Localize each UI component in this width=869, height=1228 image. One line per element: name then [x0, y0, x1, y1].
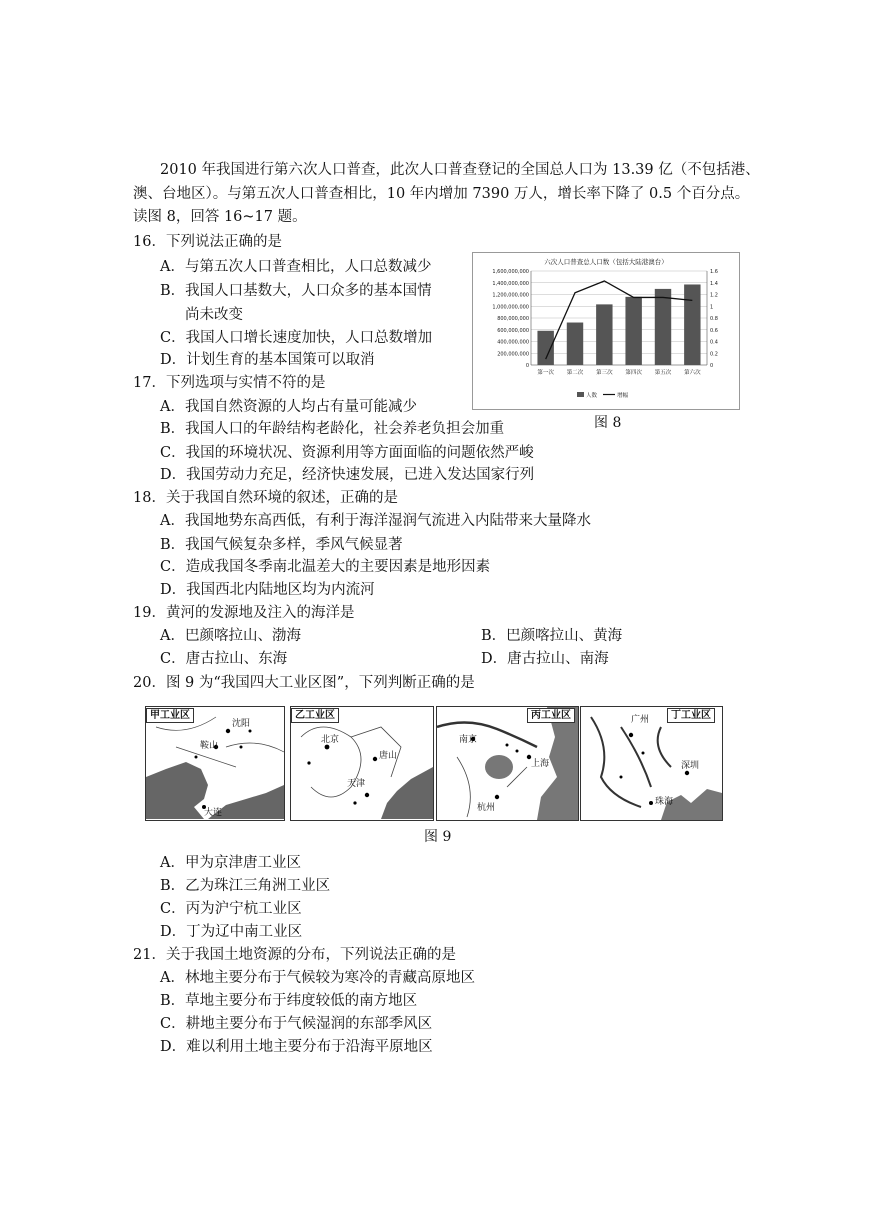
- question-20-option-b: B．乙为珠江三角洲工业区: [160, 878, 331, 894]
- map-bing-city-2: 上海: [531, 759, 550, 769]
- chart-bar: [596, 304, 612, 365]
- question-18-option-a: A．我国地势东高西低，有利于海洋湿润气流进入内陆带来大量降水: [160, 513, 591, 529]
- chart-ytick-right: 0.6: [710, 327, 718, 334]
- map-jia-label: 甲工业区: [146, 708, 194, 723]
- chart-ytick-left: 1,000,000,000: [492, 304, 529, 311]
- intro-line-1: 2010 年我国进行第六次人口普查，此次人口普查登记的全国总人口为 13.39 亿（不包括港、: [160, 162, 760, 178]
- chart-ytick-left: 1,400,000,000: [492, 280, 529, 287]
- question-17-option-b: B．我国人口的年龄结构老龄化，社会养老负担会加重: [160, 421, 505, 437]
- chart-ytick-right: 0.4: [710, 339, 718, 346]
- question-19-option-b: B．巴颜喀拉山、黄海: [481, 628, 623, 644]
- chart-ytick-left: 400,000,000: [497, 339, 529, 346]
- map-ding-svg: [581, 707, 722, 820]
- chart-xtick: 第六次: [684, 370, 701, 376]
- question-16-stem: 16．下列说法正确的是: [133, 234, 282, 250]
- chart-ytick-left: 600,000,000: [497, 327, 529, 334]
- figure-9-maps: [145, 706, 721, 819]
- map-yi-svg: [291, 707, 433, 820]
- chart-bar: [684, 284, 700, 365]
- chart-xtick: 第四次: [625, 370, 642, 376]
- question-16-option-a: A．与第五次人口普查相比，人口总数减少: [160, 259, 432, 275]
- question-19-stem: 19．黄河的发源地及注入的海洋是: [133, 605, 355, 621]
- question-17-option-c: C．我国的环境状况、资源利用等方面面临的问题依然严峻: [160, 445, 534, 461]
- map-yi-label: 乙工业区: [291, 708, 339, 723]
- question-16-option-d: D．计划生育的基本国策可以取消: [160, 352, 375, 368]
- question-21-option-b: B．草地主要分布于纬度较低的南方地区: [160, 993, 418, 1009]
- intro-line-2: 澳、台地区）。与第五次人口普查相比，10 年内增加 7390 万人，增长率下降了 0.5 个百分点。: [133, 186, 750, 202]
- question-19-option-d: D．唐古拉山、南海: [481, 651, 609, 667]
- chart-ytick-right: 0: [710, 363, 714, 369]
- map-jia-city-3: 大连: [204, 808, 223, 818]
- chart-ytick-right: 0.8: [710, 316, 718, 322]
- map-yi-city-2: 唐山: [379, 751, 398, 761]
- chart-legend-swatch-bars: [577, 392, 584, 397]
- chart-ytick-right: 0.2: [710, 351, 718, 358]
- chart-legend-label-bars: 人数: [586, 393, 598, 399]
- intro-line-3: 读图 8，回答 16~17 题。: [133, 209, 307, 225]
- chart-ytick-right: 1: [710, 304, 714, 311]
- question-18-option-c: C．造成我国冬季南北温差大的主要因素是地形因素: [160, 559, 491, 575]
- chart-legend-label-line: 增幅: [617, 393, 629, 399]
- question-20-option-d: D．丁为辽中南工业区: [160, 924, 303, 940]
- chart-bar: [655, 289, 671, 365]
- chart-ytick-left: 800,000,000: [497, 316, 529, 322]
- map-ding-label: 丁工业区: [667, 708, 715, 723]
- chart-ytick-left: 1,200,000,000: [492, 292, 529, 299]
- question-19-option-c: C．唐古拉山、东海: [160, 651, 288, 667]
- question-17-option-a: A．我国自然资源的人均占有量可能减少: [160, 399, 417, 415]
- chart-ytick-left: 1,600,000,000: [492, 269, 529, 275]
- question-17-stem: 17．下列选项与实情不符的是: [133, 375, 326, 391]
- map-jia-city-2: 鞍山: [200, 741, 219, 751]
- figure-8-caption: 图 8: [594, 415, 622, 431]
- chart-ytick-right: 1.4: [710, 280, 718, 287]
- chart-ytick-right: 1.6: [710, 269, 718, 275]
- chart-ytick-right: 1.2: [710, 292, 718, 299]
- map-bing-label: 丙工业区: [527, 708, 575, 723]
- question-17-option-d: D．我国劳动力充足，经济快速发展，已进入发达国家行列: [160, 467, 535, 483]
- map-bing-city-1: 南京: [459, 735, 478, 745]
- map-bing-svg: [437, 707, 578, 820]
- map-yi-city-3: 天津: [347, 779, 366, 789]
- question-21-stem: 21．关于我国土地资源的分布，下列说法正确的是: [133, 947, 456, 963]
- question-16-option-c: C．我国人口增长速度加快，人口总数增加: [160, 330, 433, 346]
- question-18-option-b: B．我国气候复杂多样，季风气候显著: [160, 537, 403, 553]
- map-yi: [290, 706, 434, 821]
- question-21-option-c: C．耕地主要分布于气候湿润的东部季风区: [160, 1016, 433, 1032]
- chart-bar: [625, 297, 641, 365]
- map-jia: [145, 706, 285, 821]
- question-16-option-b: B．我国人口基数大，人口众多的基本国情: [160, 283, 432, 299]
- question-21-option-d: D．难以利用土地主要分布于沿海平原地区: [160, 1039, 433, 1055]
- question-20-stem: 20．图 9 为“我国四大工业区图”，下列判断正确的是: [133, 675, 475, 691]
- chart-xtick: 第一次: [537, 370, 554, 376]
- map-jia-city-1: 沈阳: [232, 719, 251, 729]
- map-yi-city-1: 北京: [321, 735, 340, 745]
- chart-bar: [567, 323, 583, 365]
- chart-bar: [537, 331, 553, 365]
- map-ding-city-3: 珠海: [655, 797, 674, 807]
- map-jia-svg: [146, 707, 284, 820]
- map-bing: [436, 706, 579, 821]
- chart-xtick: 第三次: [596, 370, 613, 376]
- question-20-option-a: A．甲为京津唐工业区: [160, 855, 301, 871]
- chart-xtick: 第二次: [566, 370, 584, 376]
- chart-ytick-left: 0: [525, 363, 529, 369]
- figure-9-caption: 图 9: [424, 829, 452, 845]
- question-18-stem: 18．关于我国自然环境的叙述，正确的是: [133, 490, 398, 506]
- chart-svg: [473, 253, 739, 409]
- question-20-option-c: C．丙为沪宁杭工业区: [160, 901, 302, 917]
- question-18-option-d: D．我国西北内陆地区均为内流河: [160, 582, 375, 598]
- chart-ytick-left: 200,000,000: [497, 351, 529, 358]
- chart-title: 六次人口普查总人口数（包括大陆港澳台）: [544, 258, 668, 266]
- question-16-option-b-cont: 尚未改变: [185, 307, 243, 323]
- question-19-option-a: A．巴颜喀拉山、渤海: [160, 628, 301, 644]
- question-21-option-a: A．林地主要分布于气候较为寒冷的青藏高原地区: [160, 970, 475, 986]
- map-bing-city-3: 杭州: [477, 803, 496, 813]
- figure-8-chart: [472, 252, 740, 410]
- map-ding-city-2: 深圳: [681, 761, 700, 771]
- map-ding: [580, 706, 723, 821]
- map-ding-city-1: 广州: [631, 715, 650, 725]
- chart-xtick: 第五次: [654, 370, 672, 376]
